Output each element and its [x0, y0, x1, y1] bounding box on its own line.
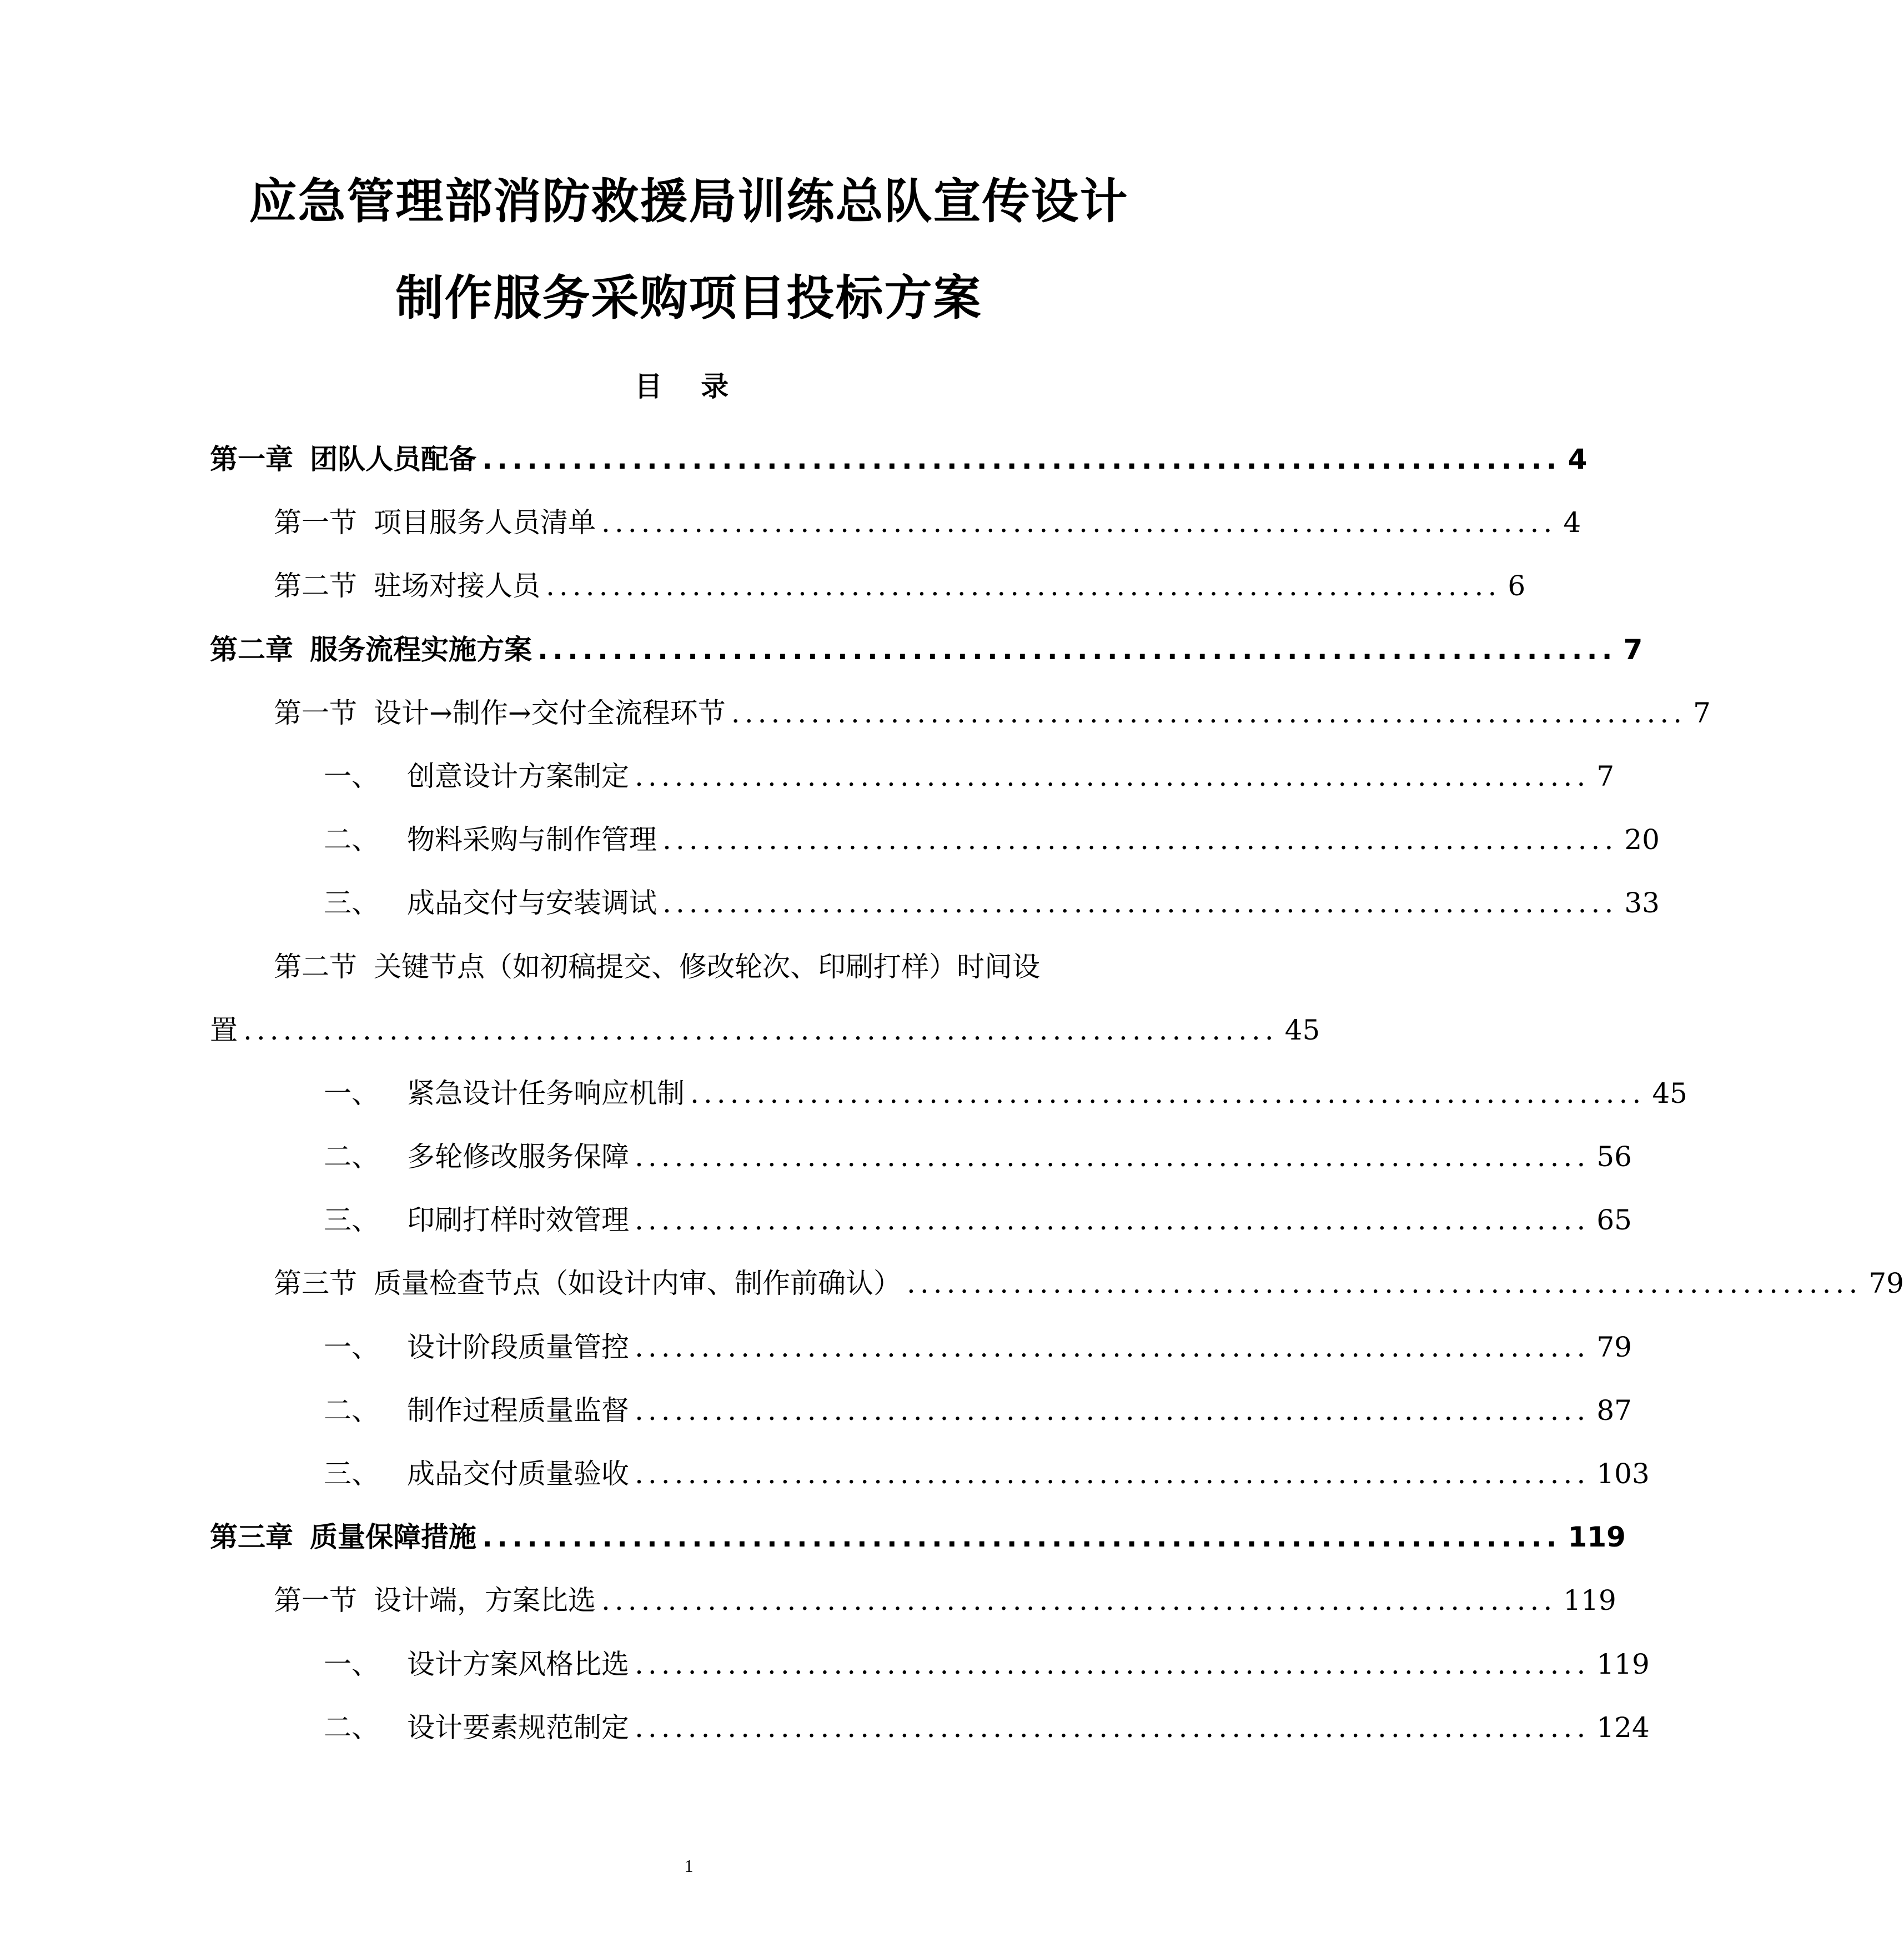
dot-leader: ..............................................................................: [243, 1013, 1278, 1046]
toc-item[interactable]: 一、 设计阶段质量管控 ........................................................................ 79: [210, 1316, 1179, 1379]
toc-section-wrapped-second-line[interactable]: 置 .............................................................................. 45: [210, 998, 1179, 1062]
toc-item[interactable]: 二、 制作过程质量监督 ........................................................................ 87: [210, 1379, 1179, 1442]
toc-section-wrapped-first-line[interactable]: 第二节 关键节点（如初稿提交、修改轮次、印刷打样）时间设: [274, 950, 1040, 983]
dot-leader: ........................................................................: [731, 696, 1687, 729]
toc-section[interactable]: 第三节 质量检查节点（如设计内审、制作前确认） ........................................................................ 79: [210, 1252, 1179, 1315]
dot-leader: ........................................................................: [635, 1331, 1590, 1363]
dot-leader: ........................................................................: [635, 1204, 1590, 1237]
dot-leader: ........................................................................: [635, 760, 1590, 792]
toc-chapter-2[interactable]: 第二章 服务流程实施方案 ........................................................................ 7: [210, 618, 1179, 681]
toc-item[interactable]: 二、 物料采购与制作管理 ........................................................................ 20: [210, 808, 1179, 871]
dot-leader: ........................................................................: [635, 1648, 1590, 1680]
dot-leader: ........................................................................: [482, 443, 1561, 475]
dot-leader: ........................................................................: [635, 1394, 1590, 1427]
toc-section[interactable]: 第一节 设计端，方案比选 ........................................................................ 119: [210, 1569, 1179, 1632]
dot-leader: ........................................................................: [635, 1458, 1590, 1490]
dot-leader: ........................................................................: [635, 1141, 1590, 1173]
toc-item[interactable]: 一、 设计方案风格比选 ........................................................................ 119: [210, 1633, 1179, 1696]
dot-leader: ........................................................................: [546, 570, 1501, 603]
dot-leader: ........................................................................: [662, 887, 1618, 920]
toc-item[interactable]: 三、 成品交付质量验收 ........................................................................ 103: [210, 1442, 1179, 1505]
toc-chapter-1[interactable]: 第一章 团队人员配备 ........................................................................ 4: [210, 428, 1179, 491]
dot-leader: ........................................................................: [482, 1521, 1561, 1554]
page-number: 1: [684, 1856, 694, 1876]
table-of-contents: [210, 428, 1904, 1759]
dot-leader: ........................................................................: [601, 506, 1557, 539]
toc-section[interactable]: 第一节 项目服务人员清单 ........................................................................ 4: [210, 491, 1179, 554]
dot-leader: ........................................................................: [601, 1584, 1557, 1617]
toc-item[interactable]: 三、 成品交付与安装调试 ........................................................................ 33: [210, 871, 1179, 935]
dot-leader: ........................................................................: [690, 1077, 1646, 1109]
toc-chapter-3[interactable]: 第三章 质量保障措施 ........................................................................ 119: [210, 1505, 1179, 1569]
dot-leader: ........................................................................: [907, 1267, 1862, 1300]
toc-item[interactable]: 二、 多轮修改服务保障 ........................................................................ 56: [210, 1125, 1179, 1188]
document-title-line-2: 制作服务采购项目投标方案: [395, 270, 982, 326]
toc-heading: 目 录: [634, 370, 743, 403]
toc-section[interactable]: 第一节 设计→制作→交付全流程环节 ........................................................................ 7: [210, 681, 1179, 745]
document-title-line-1: 应急管理部消防救援局训练总队宣传设计: [249, 174, 1129, 229]
toc-item[interactable]: 二、 设计要素规范制定 ........................................................................ 124: [210, 1696, 1179, 1759]
dot-leader: ........................................................................: [635, 1711, 1590, 1744]
toc-item[interactable]: 一、 紧急设计任务响应机制 ........................................................................ 45: [210, 1062, 1179, 1125]
dot-leader: ........................................................................: [537, 633, 1617, 666]
toc-section[interactable]: 第二节 驻场对接人员 ........................................................................ 6: [210, 554, 1179, 617]
toc-item[interactable]: 三、 印刷打样时效管理 ........................................................................ 65: [210, 1188, 1179, 1252]
dot-leader: ........................................................................: [662, 824, 1618, 856]
toc-item[interactable]: 一、 创意设计方案制定 ........................................................................ 7: [210, 745, 1179, 808]
